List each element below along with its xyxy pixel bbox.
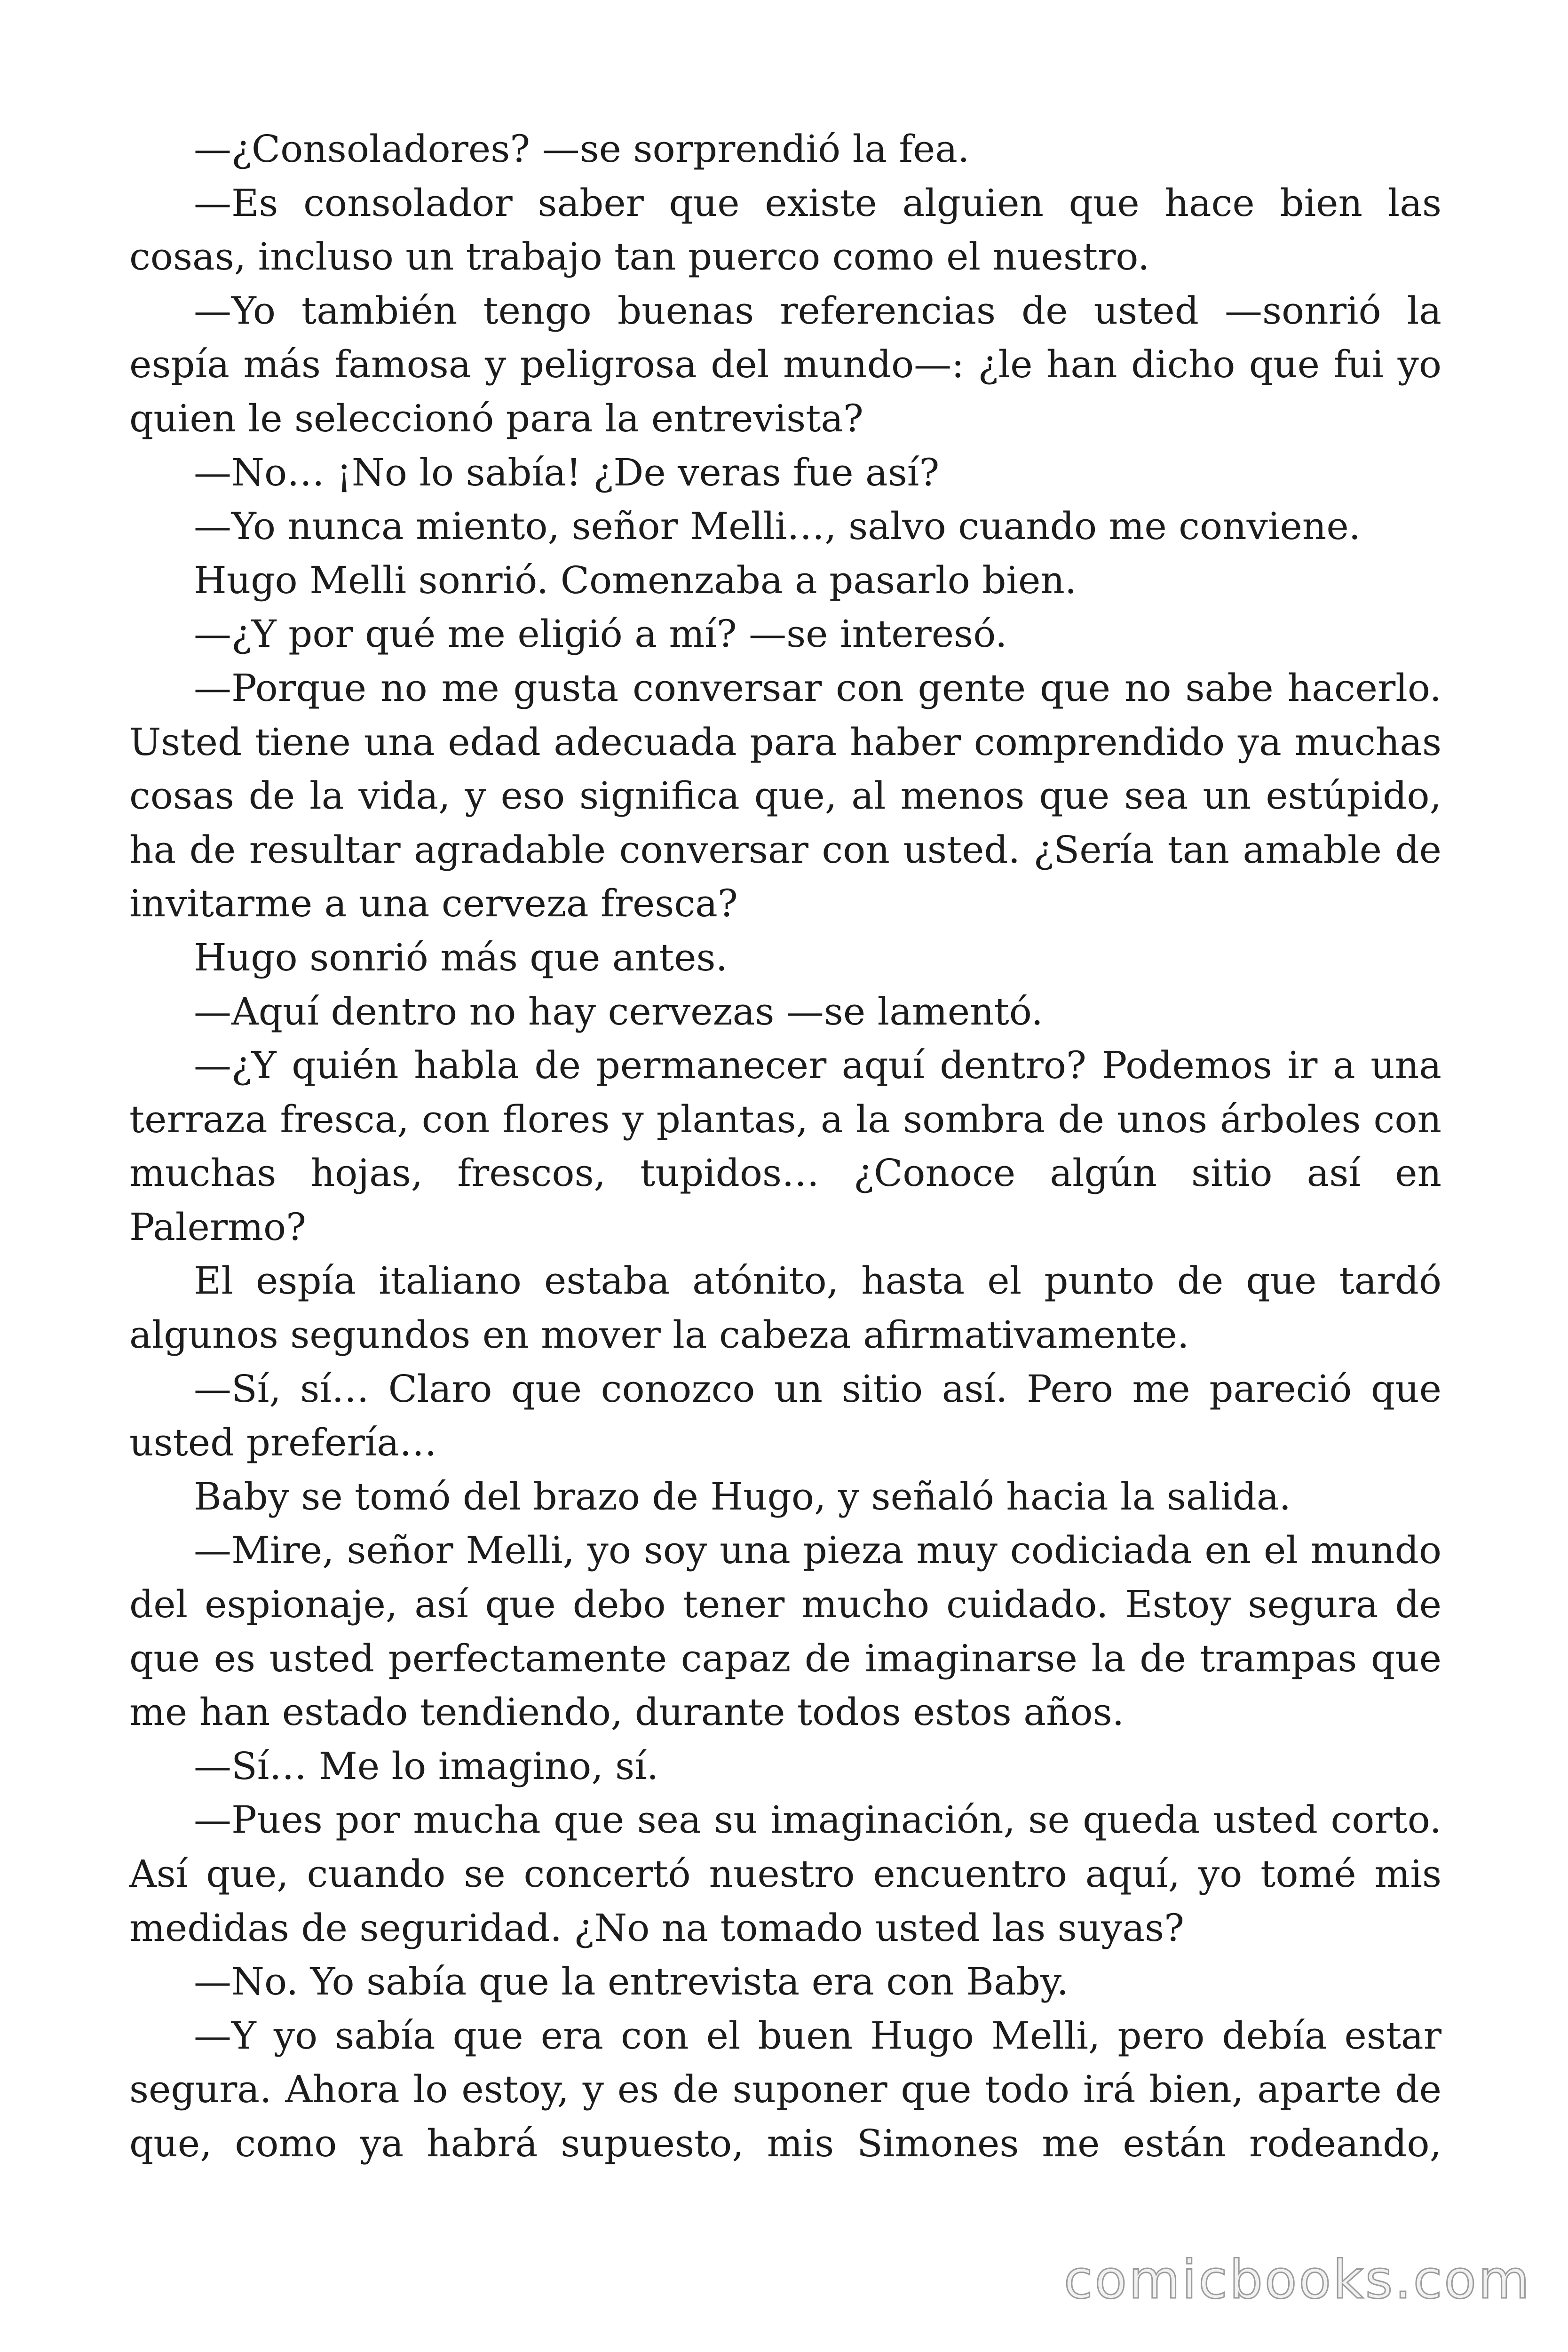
paragraph: —¿Y quién habla de permanecer aquí dentro? Podemos ir a una terraza fresca, con flores y plantas, a la sombra de unos árboles con muchas hojas, frescos, tupidos… ¿Conoce algún sitio así en Palermo?: [129, 1043, 1441, 1249]
paragraph: —Sí… Me lo imagino, sí.: [194, 1744, 659, 1788]
paragraph: —No. Yo sabía que la entrevista era con Baby.: [194, 1960, 1069, 2004]
paragraph: Hugo sonrió más que antes.: [194, 935, 728, 979]
paragraph: Baby se tomó del brazo de Hugo, y señaló hacia la salida.: [194, 1474, 1291, 1518]
paragraph: —¿Y por qué me eligió a mí? —se interesó.: [194, 612, 1007, 656]
site-watermark: comicbooks.com: [1063, 2249, 1531, 2311]
paragraph: Hugo Melli sonrió. Comenzaba a pasarlo bien.: [194, 558, 1077, 602]
paragraph: El espía italiano estaba atónito, hasta el punto de que tardó algunos segundos en mover la cabeza afirmativamente.: [129, 1259, 1441, 1357]
paragraph: —Mire, señor Melli, yo soy una pieza muy codiciada en el mundo del espionaje, así que debo tener mucho cuidado. Estoy segura de que es usted perfectamente capaz de imaginarse la de trampas que me han estado tendiendo, durante todos estos años.: [129, 1528, 1441, 1734]
paragraph: —Sí, sí… Claro que conozco un sitio así. Pero me pareció que usted prefería…: [129, 1367, 1441, 1465]
paragraph: —Es consolador saber que existe alguien que hace bien las cosas, incluso un trabajo tan puerco como el nuestro.: [129, 181, 1441, 279]
paragraph: —Yo nunca miento, señor Melli…, salvo cuando me conviene.: [194, 504, 1361, 548]
paragraph: —¿Consoladores? —se sorprendió la fea.: [194, 127, 970, 171]
paragraph: —Porque no me gusta conversar con gente que no sabe hacerlo. Usted tiene una edad adecuada para haber comprendido ya muchas cosas de la vida, y eso significa que, al menos que sea un estúpido, ha de resultar agradable conversar con usted. ¿Sería tan amable de invitarme a una cerveza fresca?: [129, 666, 1441, 926]
paragraph: —No… ¡No lo sabía! ¿De veras fue así?: [194, 450, 940, 494]
paragraph: —Pues por mucha que sea su imaginación, se queda usted corto. Así que, cuando se concertó nuestro encuentro aquí, yo tomé mis medidas de seguridad. ¿No na tomado usted las suyas?: [129, 1798, 1441, 1950]
paragraph: —Aquí dentro no hay cervezas —se lamentó.: [194, 989, 1043, 1033]
paragraph: —Y yo sabía que era con el buen Hugo Melli, pero debía estar segura. Ahora lo estoy, y es de suponer que todo irá bien, aparte de que, como ya habrá supuesto, mis Simones me están rodeando,: [129, 2013, 1441, 2165]
paragraph: —Yo también tengo buenas referencias de usted —sonrió la espía más famosa y peligrosa del mundo—: ¿le han dicho que fui yo quien le seleccionó para la entrevista?: [129, 288, 1441, 440]
book-page-text: [129, 122, 1441, 2171]
